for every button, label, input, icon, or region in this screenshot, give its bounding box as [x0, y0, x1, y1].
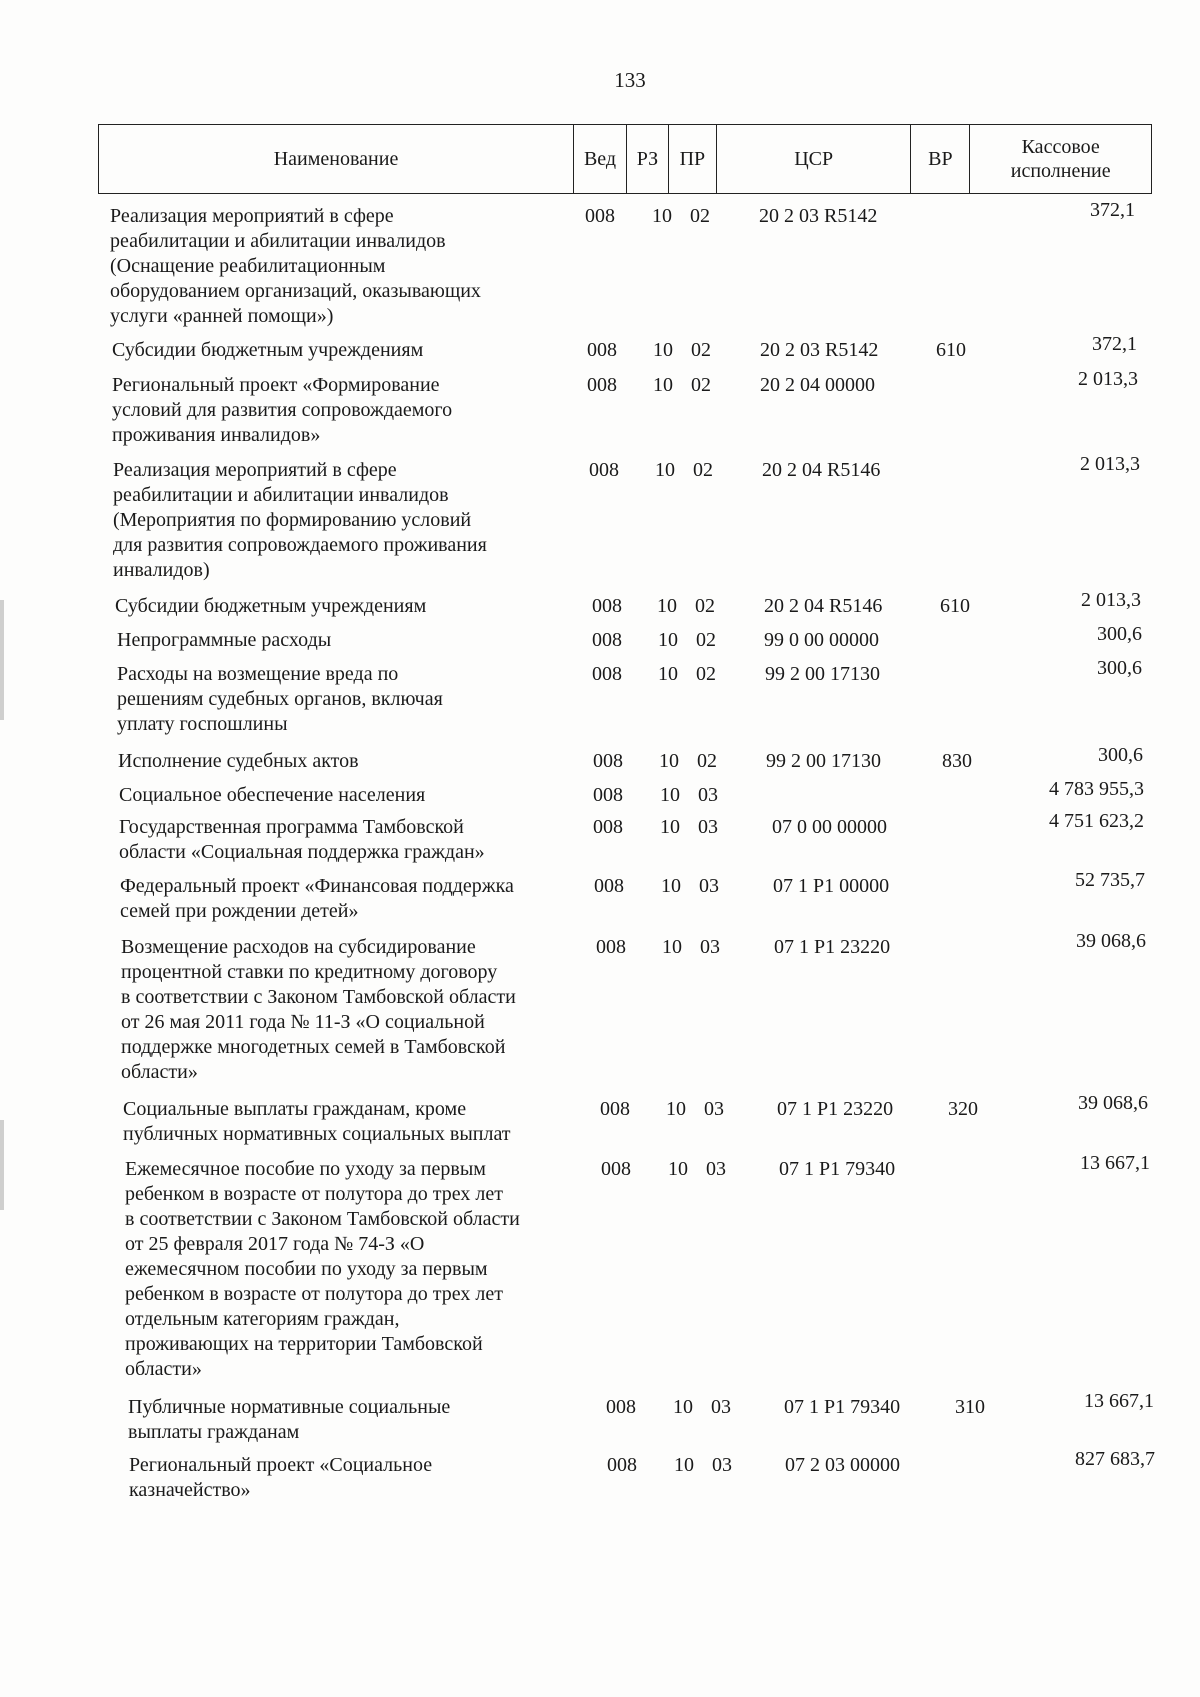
row-ved: 008	[606, 1396, 636, 1418]
row-amount: 300,6	[1098, 744, 1143, 766]
row-rz: 10	[653, 374, 673, 396]
row-rz: 10	[666, 1098, 686, 1120]
row-vr: 320	[948, 1098, 978, 1120]
row-name: Реализация мероприятий в сфере реабилитации и абилитации инвалидов (Мероприятия по формированию условий для развития сопровождаемого проживания инвалидов)	[113, 459, 487, 581]
row-vr: 610	[940, 595, 970, 617]
row-amount: 300,6	[1097, 657, 1142, 679]
row-pr: 03	[699, 875, 719, 897]
header-pr: ПР	[668, 125, 716, 193]
row-pr: 02	[695, 595, 715, 617]
row-amount: 39 068,6	[1078, 1092, 1148, 1114]
row-amount: 13 667,1	[1084, 1390, 1154, 1412]
row-rz: 10	[673, 1396, 693, 1418]
row-pr: 02	[693, 459, 713, 481]
header-rz: РЗ	[626, 125, 668, 193]
page-number: 133	[614, 68, 646, 92]
row-amount: 372,1	[1090, 199, 1135, 221]
row-ved: 008	[587, 374, 617, 396]
row-pr: 02	[690, 205, 710, 227]
row-pr: 03	[711, 1396, 731, 1418]
row-amount: 52 735,7	[1075, 869, 1145, 891]
row-csr: 99 0 00 00000	[764, 629, 879, 651]
row-name: Реализация мероприятий в сфере реабилитации и абилитации инвалидов (Оснащение реабилитационным оборудованием организаций, оказывающих услуги «ранней помощи»)	[110, 205, 481, 327]
row-rz: 10	[655, 459, 675, 481]
row-pr: 02	[696, 629, 716, 651]
row-csr: 07 0 00 00000	[772, 816, 887, 838]
row-name: Публичные нормативные социальные выплаты гражданам	[128, 1396, 451, 1443]
row-rz: 10	[653, 339, 673, 361]
row-vr: 610	[936, 339, 966, 361]
row-rz: 10	[668, 1158, 688, 1180]
row-pr: 03	[698, 784, 718, 806]
row-rz: 10	[660, 816, 680, 838]
row-csr: 20 2 03 R5142	[759, 205, 878, 227]
row-csr: 07 2 03 00000	[785, 1454, 900, 1476]
row-amount: 2 013,3	[1080, 453, 1140, 475]
row-name: Субсидии бюджетным учреждениям	[112, 339, 424, 361]
row-vr: 310	[955, 1396, 985, 1418]
row-csr: 07 1 P1 23220	[777, 1098, 894, 1120]
header-name: Наименование	[273, 148, 399, 170]
row-amount: 2 013,3	[1081, 589, 1141, 611]
row-pr: 03	[698, 816, 718, 838]
row-pr: 02	[691, 339, 711, 361]
row-csr: 20 2 04 R5146	[764, 595, 883, 617]
row-pr: 03	[700, 936, 720, 958]
row-csr: 07 1 P1 79340	[784, 1396, 901, 1418]
row-rz: 10	[660, 784, 680, 806]
row-ved: 008	[592, 663, 622, 685]
row-name: Расходы на возмещение вреда по решениям судебных органов, включая уплату госпошлины	[117, 663, 443, 735]
row-name: Федеральный проект «Финансовая поддержка семей при рождении детей»	[120, 875, 514, 922]
row-ved: 008	[601, 1158, 631, 1180]
row-pr: 03	[704, 1098, 724, 1120]
row-rz: 10	[658, 663, 678, 685]
row-amount: 372,1	[1092, 333, 1137, 355]
row-csr: 20 2 04 00000	[760, 374, 875, 396]
row-csr: 07 1 P1 23220	[774, 936, 891, 958]
row-ved: 008	[585, 205, 615, 227]
row-amount: 827 683,7	[1075, 1448, 1155, 1470]
row-ved: 008	[587, 339, 617, 361]
row-ved: 008	[593, 784, 623, 806]
row-name: Непрограммные расходы	[117, 629, 332, 651]
header-csr: ЦСР	[716, 125, 911, 193]
row-rz: 10	[659, 750, 679, 772]
row-rz: 10	[652, 205, 672, 227]
row-rz: 10	[662, 936, 682, 958]
row-pr: 03	[706, 1158, 726, 1180]
row-amount: 39 068,6	[1076, 930, 1146, 952]
row-amount: 13 667,1	[1080, 1152, 1150, 1174]
row-ved: 008	[596, 936, 626, 958]
row-amount: 2 013,3	[1078, 368, 1138, 390]
row-ved: 008	[589, 459, 619, 481]
row-name: Исполнение судебных актов	[118, 750, 359, 772]
row-vr: 830	[942, 750, 972, 772]
row-name: Региональный проект «Формирование условий для развития сопровождаемого проживания инвалидов»	[112, 374, 453, 446]
row-ved: 008	[592, 629, 622, 651]
row-ved: 008	[593, 750, 623, 772]
row-name: Возмещение расходов на субсидирование процентной ставки по кредитному договору в соответствии с Законом Тамбовской области от 26 мая 2011 года № 11-З «О социальной поддержке многодетных семей в Тамбовской области»	[121, 936, 516, 1083]
row-csr: 20 2 04 R5146	[762, 459, 881, 481]
row-csr: 20 2 03 R5142	[760, 339, 879, 361]
row-name: Ежемесячное пособие по уходу за первым ребенком в возрасте от полутора до трех лет в соответствии с Законом Тамбовской области от 25 февраля 2017 года № 74-З «О ежемесячном пособии по уходу за первым ребенком в возрасте от полутора до трех лет отдельным категориям граждан, проживающих на территории Тамбовской области»	[125, 1158, 520, 1380]
row-rz: 10	[661, 875, 681, 897]
row-ved: 008	[600, 1098, 630, 1120]
row-rz: 10	[658, 629, 678, 651]
row-csr: 07 1 P1 79340	[779, 1158, 896, 1180]
row-amount: 300,6	[1097, 623, 1142, 645]
row-pr: 02	[696, 663, 716, 685]
row-ved: 008	[607, 1454, 637, 1476]
row-pr: 03	[712, 1454, 732, 1476]
row-name: Региональный проект «Социальное казначейство»	[129, 1454, 433, 1501]
header-ved: Вед	[573, 125, 626, 193]
row-pr: 02	[691, 374, 711, 396]
row-name: Государственная программа Тамбовской области «Социальная поддержка граждан»	[119, 816, 485, 863]
row-csr: 99 2 00 17130	[766, 750, 881, 772]
row-rz: 10	[674, 1454, 694, 1476]
header-vr: ВР	[910, 125, 969, 193]
row-csr: 07 1 P1 00000	[773, 875, 890, 897]
row-name: Субсидии бюджетным учреждениям	[115, 595, 427, 617]
row-pr: 02	[697, 750, 717, 772]
row-ved: 008	[593, 816, 623, 838]
header-amount: Кассовое исполнение	[969, 125, 1151, 193]
row-amount: 4 751 623,2	[1049, 810, 1144, 832]
row-ved: 008	[594, 875, 624, 897]
row-name: Социальные выплаты гражданам, кроме публичных нормативных социальных выплат	[123, 1098, 511, 1145]
row-ved: 008	[592, 595, 622, 617]
row-name: Социальное обеспечение населения	[119, 784, 426, 806]
row-rz: 10	[657, 595, 677, 617]
row-csr: 99 2 00 17130	[765, 663, 880, 685]
row-amount: 4 783 955,3	[1049, 778, 1144, 800]
